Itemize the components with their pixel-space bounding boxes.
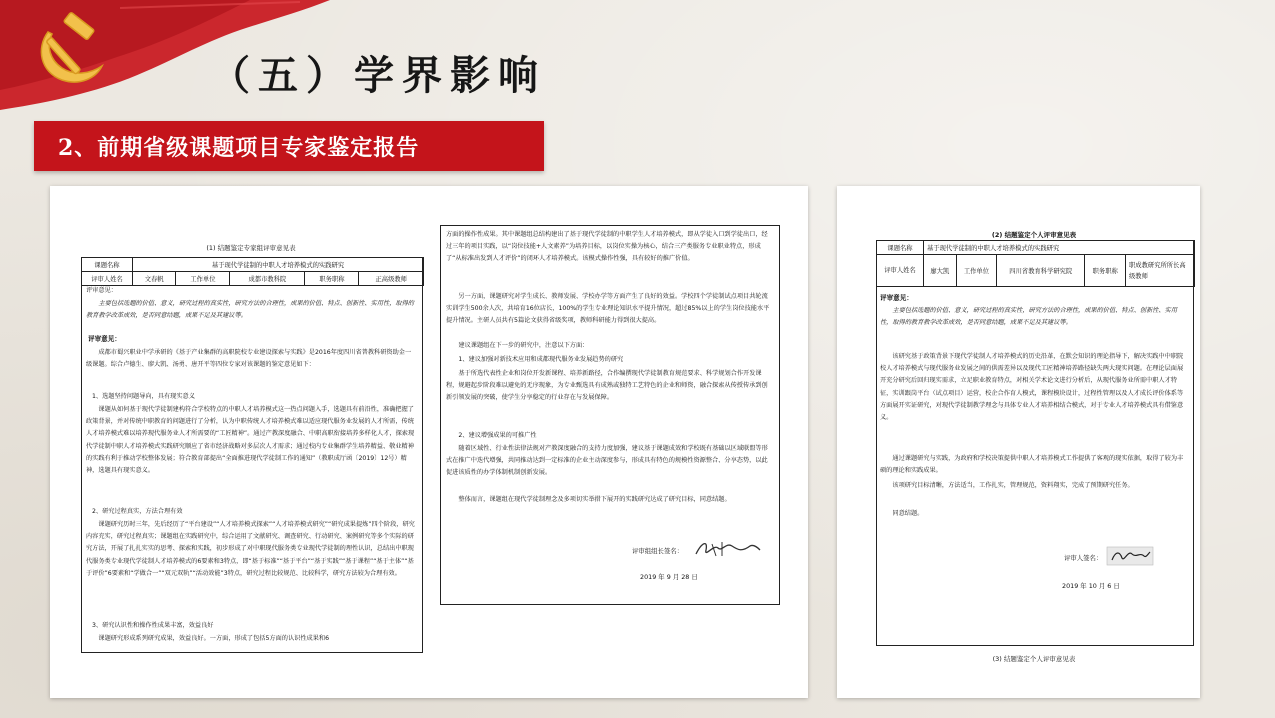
middle-paragraph-6: 整体而言，课题组在现代学徒制理念及多项切实举措下展开的实践研究达成了研究目标，同意结题。 (458, 496, 731, 503)
hammer-sickle-emblem-icon (30, 12, 110, 92)
left-heading-3: 3、研究认识性和操作性成果丰富，效益良好 (92, 622, 214, 629)
middle-heading-2: 2、建议增强成果的可推广性 (458, 432, 537, 439)
cell-label: 评审人姓名 (877, 255, 924, 287)
cell-label: 职务职称 (1085, 255, 1126, 287)
left-doc-caption: (1) 结题鉴定专家组评审意见表 (206, 244, 296, 252)
right-handwritten-signature (1106, 546, 1154, 566)
cell-value: 职成教研究所所长高级教师 (1126, 255, 1195, 287)
left-paragraph-3: 课题研究历时三年，先后经历了“平台建设”“人才培养模式探索”“人才培养模式研究”“研究成果提炼”四个阶段，研究内容充实，研究过程真实；课题组在实践研究中，综合运用了文献研究、调查研究、行动研究、案例研究等多个实际的研究方法，开展了扎扎实实的思考、探索和实践，初步形成了对中职现代服务类专业现代学徒制的理性认识，总结出中职现代服务类专业现代学徒制人才培养模式的6要素和3特点，即“基于标准”“基于平台”“基于实践”“基于课程”“基于主体”“基于评价”6要素和“学做合一”“双元双轨”“活动效能”3特点，研究过程比较规范、比较科学，研究方法较为合理有效。 (86, 521, 415, 577)
cell-label: 评审人姓名 (82, 272, 133, 286)
cell-label: 课题名称 (82, 258, 133, 272)
right-doc-info-table (876, 240, 1195, 287)
cell-label: 职务职称 (305, 272, 359, 286)
middle-signature-label: 评审组组长签名： (632, 547, 684, 555)
left-paragraph-4: 课题研究形成系列研究成果，效益良好。一方面，形成了包括5方面的认识性成果和6 (98, 635, 330, 642)
subtitle-text: 2、前期省级课题项目专家鉴定报告 (58, 135, 420, 161)
left-heading-2: 2、研究过程真实，方法合理有效 (92, 508, 183, 515)
middle-paragraph-1: 方面的操作性成果。其中课题组总结构建出了基于现代学徒制的中职学生人才培养模式，即从学徒入口到学徒出口，经过三年的项目实践，以“岗位技能+人文素养”为培养目标，以岗位实操为核心，结合三产类服务专业职业特点，形成了“从标准出发到人才评价”的闭环人才培养模式。该模式操作性强，具有较好的推广价值。 (446, 231, 768, 263)
left-paragraph-1: 成都市蜀兴职业中学承研的《基于产业集群的高职院校专业建设探索与实践》是2016年度四川省普教科研资助金一级课题。综合卢德生、廖大凯、汤勇、唐开平等四位专家对该课题的鉴定意见如下： (86, 349, 412, 369)
left-opinion-heading: 评审意见： (88, 335, 121, 343)
right-paragraph-2: 通过课题研究与实践，为政府和学校决策提供中职人才培养模式工作提供了客观的现实依据，取得了较为丰硕的理论和实践成果。 (880, 455, 1184, 475)
left-heading-1: 1、选题坚持问题导向，具有现实意义 (92, 393, 195, 400)
left-paragraph-2: 课题从如何基于现代学徒制建构符合学校特点的中职人才培养模式这一热点问题入手，选题具有前沿性，准确把握了政策背景，并对传统中职教育的问题进行了分析，认为中职传统人才培养模式难以适应现代服务业发展的人才所需，传统人才培养模式难以培养现代服务业人才所需要的“工匠精神”。通过产教深度融合、中职高职衔接培养多样化人才，探索现代学徒制中职人才培养模式实践研究顺应了省市经济战略对多层次人才需求；通过校内专业集群学生培养精益、敬业精神的实践有利于推动学校整体发展；符合教育部提出“全面推进现代学徒制工作的通知”（教职成厅函〔2019〕12号）精神，选题具有现实意义。 (86, 406, 415, 475)
middle-paragraph-3: 建议课题组在下一步的研究中，注意以下方面： (458, 342, 589, 349)
right-date: 2019 年 10 月 6 日 (1062, 582, 1120, 590)
right-signature-label: 评审人签名： (1064, 554, 1103, 562)
middle-date: 2019 年 9 月 28 日 (640, 573, 698, 581)
cell-label: 工作单位 (956, 255, 997, 287)
right-doc-frame (876, 240, 1194, 646)
cell-value: 文春帆 (133, 272, 176, 286)
middle-paragraph-4: 基于所选代表性企业和岗位开发新课程、培养新路径，合作编撰现代学徒制教育规范要求、科学规划合作开发课程，规避起步阶段难以避免的无序现象，为专业甄选具有成熟或独特工艺特色的企业和师资，融合探索从传授传承到创新引领发展的突破，使学生分享稳定的行业存在与发展保障。 (446, 370, 768, 402)
cell-value: 基于现代学徒制的中职人才培养模式的实践研究 (133, 258, 424, 272)
middle-handwritten-signature (692, 538, 762, 560)
right-paragraph-4: 同意结题。 (892, 510, 924, 517)
cell-value: 正高级教师 (359, 272, 424, 286)
right-footer-caption: (3) 结题鉴定个人评审意见表 (992, 655, 1076, 663)
middle-paragraph-5: 随着区域性、行业性法律法规对产教深度融合的支持力度加强，建议基于课题成效和学校既有基础以区域联盟等形式在推广中迭代增强，共同推动达到一定标准的企业主动深度参与，形成具有特色的规模性资源整合、分享态势，以此促进该质性的办学体制机制创新发展。 (446, 445, 768, 477)
section-title: （五）学界影响 (210, 52, 546, 99)
middle-heading-1: 1、建议加强对新技术应用和成都现代服务业发展趋势的研究 (458, 356, 624, 363)
right-paragraph-1: 该研究基于政策背景下现代学徒制人才培养模式的历史沿革，在默会知识的理论指导下，解决实践中中职院校人才培养模式与现代服务业发展之间的供需差异以及现代工匠精神培养路径缺失两大现实问题。在理论层面展开充分研究后回归现实需求，立足职业教育特点，对相关学术论文进行分析后，从现代服务业所需中职人才特征，实训跟岗平台（试点项目）运营，校企合作育人模式，课程模块设计，过程性管理以及人才成长评价体系等方面展开实证研究，对现代学徒制教学理念与具体专业人才培养相结合模式，对于专业人才培养模式具有借鉴意义。 (880, 353, 1184, 422)
left-doc-info-table (81, 257, 424, 286)
cell-label: 工作单位 (176, 272, 230, 286)
cell-value: 基于现代学徒制的中职人才培养模式的实践研究 (924, 241, 1195, 255)
cell-value: 廖大凯 (924, 255, 957, 287)
cell-label: 课题名称 (877, 241, 924, 255)
right-opinion-label: 评审意见： (880, 294, 913, 302)
right-instruction: 主要包括选题的价值、意义，研究过程的真实性，研究方法的合理性，成果的价值、特点、创新性、实用性，取得的教育教学改革成效，是否同意结题，成果不足及其建议等。 (880, 307, 1178, 327)
left-opinion-label: 评审意见： (86, 287, 117, 294)
right-doc-caption: (2) 结题鉴定个人评审意见表 (991, 231, 1077, 239)
left-instruction: 主要包括选题的价值、意义，研究过程的真实性，研究方法的合理性，成果的价值、特点、创新性、实用性，取得的教育教学改革成效，是否同意结题，成果不足及其建议等。 (86, 300, 414, 320)
middle-paragraph-2: 另一方面，课题研究对学生成长、教师发展、学校办学等方面产生了良好的效益。学校四个学徒制试点项目共轮流实训学生500余人次，共培育16位店长，100%的学生专业理论知识水平提升情况，超过85%以上的学生岗位技能水平提升情况。主研人员共有5篇论文获得省级奖项，教师科研能力得到很大提高。 (446, 293, 770, 325)
right-paragraph-3: 该项研究目标清晰，方法适当，工作扎实，管理规范，资料翔实，完成了预期研究任务。 (892, 482, 1134, 489)
cell-value: 成都市教科院 (230, 272, 305, 286)
cell-value: 四川省教育科学研究院 (997, 255, 1085, 287)
